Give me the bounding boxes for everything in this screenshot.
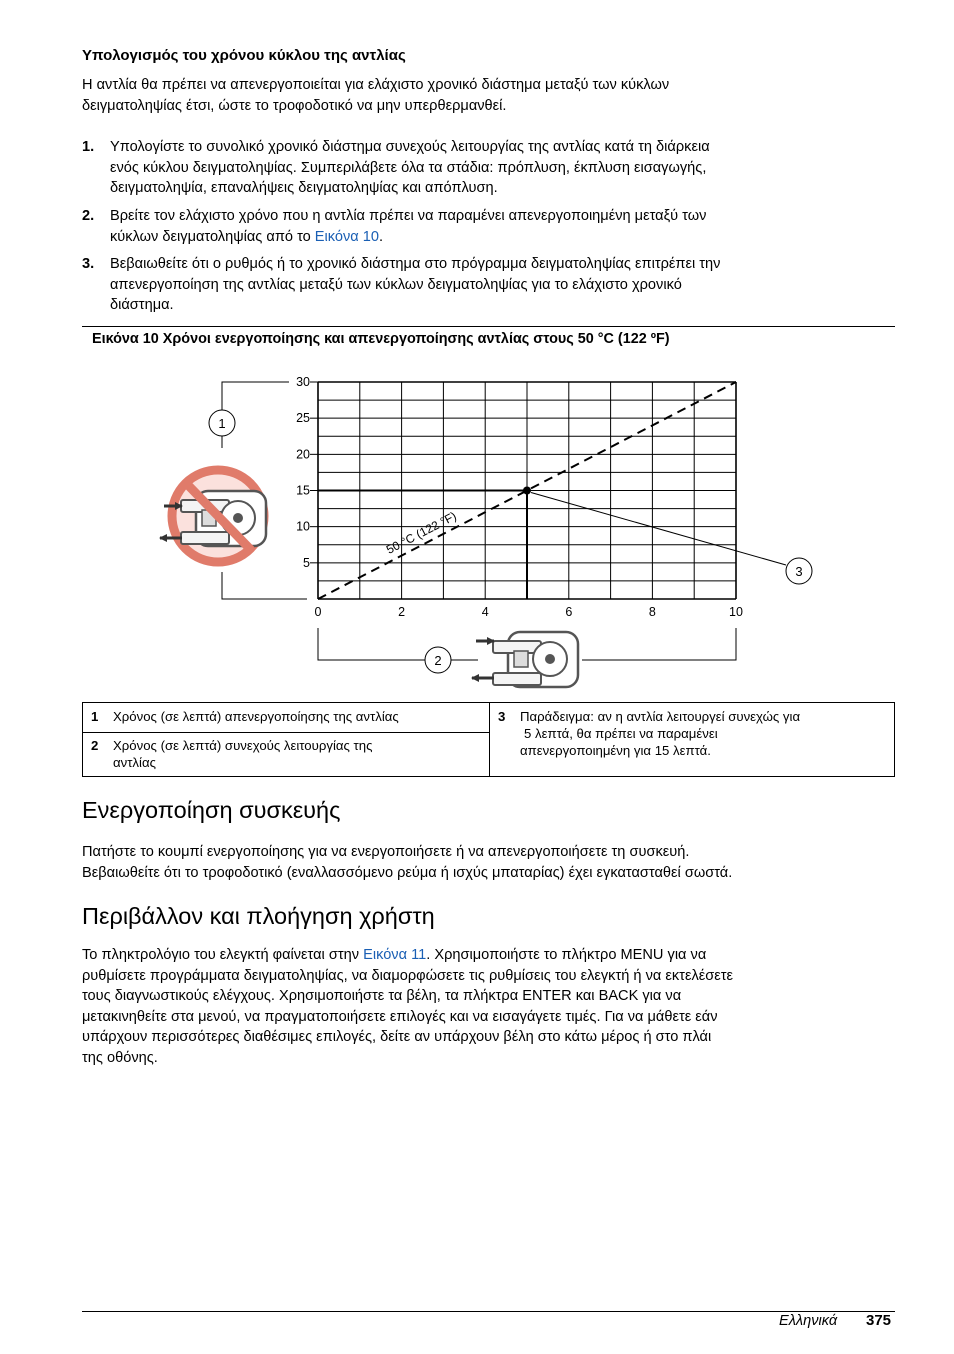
legend-item-1 (91, 708, 486, 726)
example-point (523, 487, 531, 495)
bracket-line (582, 628, 736, 660)
x-tick-label: 10 (729, 605, 743, 619)
paragraph-line: Βεβαιωθείτε ότι το τροφοδοτικό (εναλλασσόμενο ρεύμα ή ισχύς μπαταρίας) έχει εγκατασταθεί σωστά. (82, 864, 733, 881)
figure-10-link[interactable]: Εικόνα 10 (314, 228, 380, 245)
x-tick-label: 2 (398, 605, 406, 619)
step-line: ενός κύκλου δειγματοληψίας. Συμπεριλάβετε όλα τα στάδια: πρόπλυση, έκπλυση εισαγωγής, (110, 159, 707, 176)
x-tick-label: 4 (481, 605, 489, 619)
pump-tube (493, 673, 541, 685)
callout-number: 3 (795, 564, 803, 579)
step-number: 1. (82, 139, 95, 155)
legend-line: Παράδειγμα: αν η αντλία λειτουργεί συνεχώς για (520, 709, 801, 724)
paragraph-line: τους διαγνωστικούς ελέγχους. Χρησιμοποιήστε τα βέλη, τα πλήκτρα ENTER και BACK για να (82, 988, 682, 1004)
paragraph-line: της οθόνης. (82, 1049, 158, 1066)
intro-paragraph (82, 75, 892, 116)
y-tick-label: 15 (296, 483, 310, 498)
callout-number: 1 (218, 416, 226, 431)
environment-heading: Περιβάλλον και πλοήγηση χρήστη (82, 903, 435, 929)
x-tick-label: 8 (648, 605, 656, 619)
pump-time-chart (0, 360, 954, 695)
pump-rotor-hub (545, 654, 555, 664)
step-2 (82, 206, 892, 248)
legend-text: Χρόνος (σε λεπτά) απενεργοποίησης της αντλίας (113, 709, 399, 724)
step-number: 3. (82, 256, 95, 272)
legend-line: 5 λεπτά, θα πρέπει να παραμένει (524, 726, 718, 741)
y-tick-label: 25 (296, 411, 310, 426)
legend-line: απενεργοποιημένη για 15 λεπτά. (520, 743, 711, 758)
bracket-line (318, 628, 425, 660)
legend-divider (489, 703, 490, 777)
callout-number: 2 (434, 653, 442, 668)
legend-number: 2 (91, 738, 99, 753)
legend-item-3 (498, 708, 888, 762)
paragraph-line (82, 945, 898, 966)
legend-line: αντλίας (113, 755, 156, 770)
paragraph-line: Πατήστε το κουμπί ενεργοποίησης για να ενεργοποιήσετε ή να απενεργοποιήσετε τη συσκευή. (82, 844, 690, 860)
y-tick-label: 20 (296, 447, 310, 462)
figure-legend-table (82, 702, 895, 777)
step-3 (82, 254, 892, 316)
y-tick-label: 30 (296, 375, 310, 389)
footer-language: Ελληνικά (779, 1313, 838, 1329)
y-tick-label: 10 (296, 519, 310, 534)
environment-paragraph (82, 945, 898, 1068)
power-heading: Ενεργοποίηση συσκευής (82, 797, 341, 823)
power-paragraph (82, 842, 898, 883)
legend-number: 3 (498, 709, 506, 724)
step-line: Βρείτε τον ελάχιστο χρόνο που η αντλία πρέπει να παραμένει απενεργοποιημένη μεταξύ των (110, 208, 707, 224)
pump-rotor-hub (233, 513, 243, 523)
paragraph-line: ρυθμίσετε προγράμματα δειγματοληψίας, να διαμορφώσετε τις ρυθμίσεις του ελεγκτή ή να εκτελέσετε (82, 967, 734, 984)
paragraph-line: υπάρχουν περισσότερες διαθέσιμες επιλογές, δείτε αν υπάρχουν βέλη στο κάτω μέρος ή στο πλάι (82, 1029, 712, 1045)
x-tick-label: 0 (314, 605, 322, 619)
legend-item-2 (91, 737, 486, 773)
step-line: διάστημα. (110, 297, 174, 313)
step-text: κύκλων δειγματοληψίας από το (110, 228, 315, 245)
footer-rule (82, 1311, 895, 1312)
step-text: . (379, 228, 384, 245)
step-line: Βεβαιωθείτε ότι ο ρυθμός ή το χρονικό διάστημα στο πρόγραμμα δειγματοληψίας επιτρέπει την (110, 256, 721, 272)
paragraph-text: Το πληκτρολόγιο του ελεγκτή φαίνεται στην (82, 947, 364, 963)
step-line: δειγματοληψία, επαναλήψεις δειγματοληψίας και απόπλυση. (110, 180, 498, 196)
legend-number: 1 (91, 709, 99, 724)
legend-text (113, 737, 372, 771)
figure-11-link[interactable]: Εικόνα 11 (363, 947, 427, 963)
pump-off-illustration (160, 470, 266, 562)
callout-3 (531, 493, 812, 585)
intro-line: δειγματοληψίας έτσι, ώστε το τροφοδοτικό να μην υπερθερμανθεί. (82, 97, 507, 114)
step-line (110, 227, 890, 248)
paragraph-text: . Χρησιμοποιήστε το πλήκτρο MENU για να (426, 947, 707, 963)
x-tick-label: 6 (565, 605, 573, 619)
pump-tube (181, 532, 229, 544)
figure-caption: Εικόνα 10 Χρόνοι ενεργοποίησης και απενεργοποίησης αντλίας στους 50 °C (122 ºF) (92, 331, 670, 347)
step-line: απενεργοποίηση της αντλίας μεταξύ των κύκλων δειγματοληψίας για το ελάχιστο χρονικό (110, 276, 682, 293)
y-tick-label: 5 (303, 555, 310, 570)
legend-divider (83, 732, 489, 733)
legend-line: Χρόνος (σε λεπτά) συνεχούς λειτουργίας της (113, 738, 373, 753)
intro-line: Η αντλία θα πρέπει να απενεργοποιείται για ελάχιστο χρονικό διάστημα μεταξύ των κύκλων (82, 77, 670, 93)
pump-clamp (514, 651, 528, 667)
section-title: Υπολογισμός του χρόνου κύκλου της αντλίας (82, 47, 406, 64)
paragraph-line: μετακινηθείτε στα μενού, να πραγματοποιήσετε επιλογές και να εισαγάγετε τιμές. Για να μάθετε εάν (82, 1008, 718, 1025)
chart-tick-labels (296, 375, 743, 619)
pump-on-illustration (472, 632, 578, 687)
legend-text (520, 708, 800, 759)
step-line: Υπολογίστε το συνολικό χρονικό διάστημα συνεχούς λειτουργίας της αντλίας κατά τη διάρκεια (110, 139, 710, 155)
bracket-line (222, 572, 307, 599)
step-1 (82, 137, 892, 199)
step-number: 2. (82, 208, 95, 224)
page-number: 375 (866, 1312, 892, 1329)
figure-top-rule (82, 326, 895, 327)
series-label: 50 °C (122 °F) (383, 508, 459, 557)
